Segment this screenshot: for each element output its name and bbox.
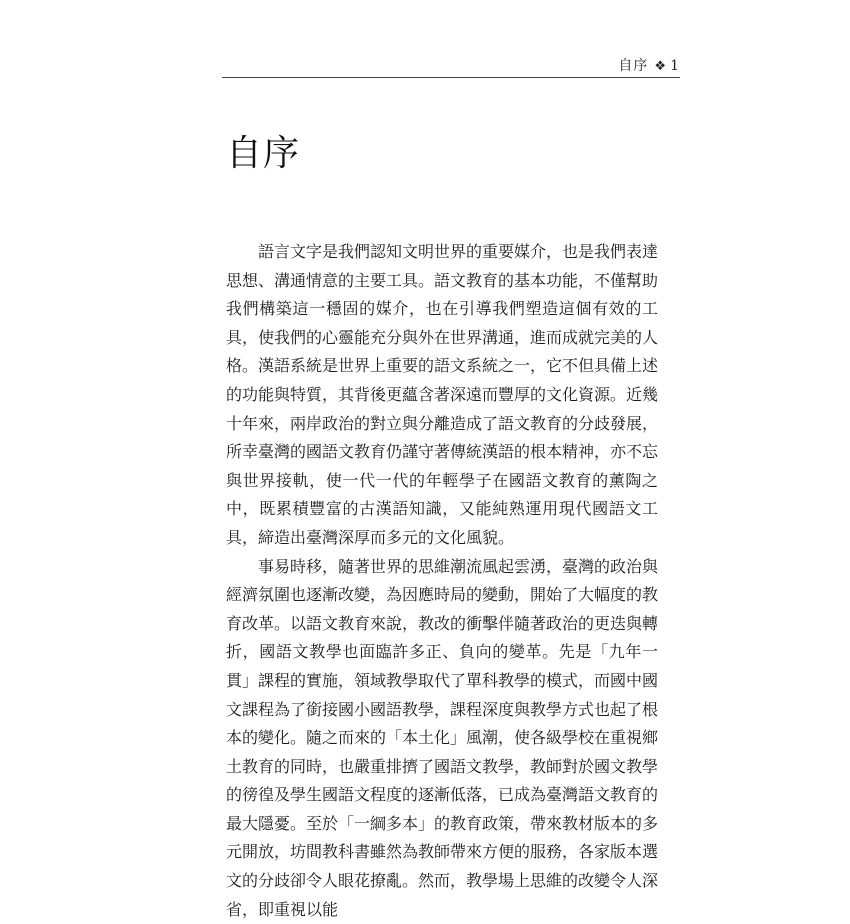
- paragraph: 語言文字是我們認知文明世界的重要媒介，也是我們表達思想、溝通情意的主要工具。語文教育的基本功能，不僅幫助我們構築這一穩固的媒介，也在引導我們塑造這個有效的工具，使我們的心靈能充分與外在世界溝通，進而成就完美的人格。漢語系統是世界上重要的語文系統之一，它不但具備上述的功能與特質，其背後更蘊含著深遠而豐厚的文化資源。近幾十年來，兩岸政治的對立與分離造成了語文教育的分歧發展，所幸臺灣的國語文教育仍謹守著傳統漢語的根本精神，亦不忘與世界接軌，使一代一代的年輕學子在國語文教育的薰陶之中，既累積豐富的古漢語知識，又能純熟運用現代國語文工具，締造出臺灣深厚而多元的文化風貌。: [226, 242, 659, 547]
- header-rule: [222, 77, 680, 78]
- body-text: [226, 238, 658, 924]
- paragraph: 事易時移，隨著世界的思維潮流風起雲湧，臺灣的政治與經濟氛圍也逐漸改變，為因應時局的變動，開始了大幅度的教育改革。以語文教育來說，教改的衝擊伴隨著政治的更迭與轉折，國語文教學也面臨許多正、負向的變革。先是「九年一貫」課程的實施，領域教學取代了單科教學的模式，而國中國文課程為了銜接國小國語教學，課程深度與教學方式也起了根本的變化。隨之而來的「本土化」風潮，使各級學校在重視鄉土教育的同時，也嚴重排擠了國語文教學，教師對於國文教學的徬徨及學生國語文程度的逐漸低落，已成為臺灣語文教育的最大隱憂。至於「一綱多本」的教育政策，帶來教材版本的多元開放，坊間教科書雖然為教師帶來方便的服務，各家版本選文的分歧卻令人眼花撩亂。然而，教學場上思維的改變令人深省，即重視以能: [226, 556, 659, 919]
- running-head: [222, 56, 680, 76]
- diamond-separator-icon: ❖: [654, 59, 668, 74]
- page-number: 1: [670, 58, 680, 74]
- chapter-title: 自序: [226, 133, 301, 174]
- running-head-title: 自序: [618, 58, 649, 74]
